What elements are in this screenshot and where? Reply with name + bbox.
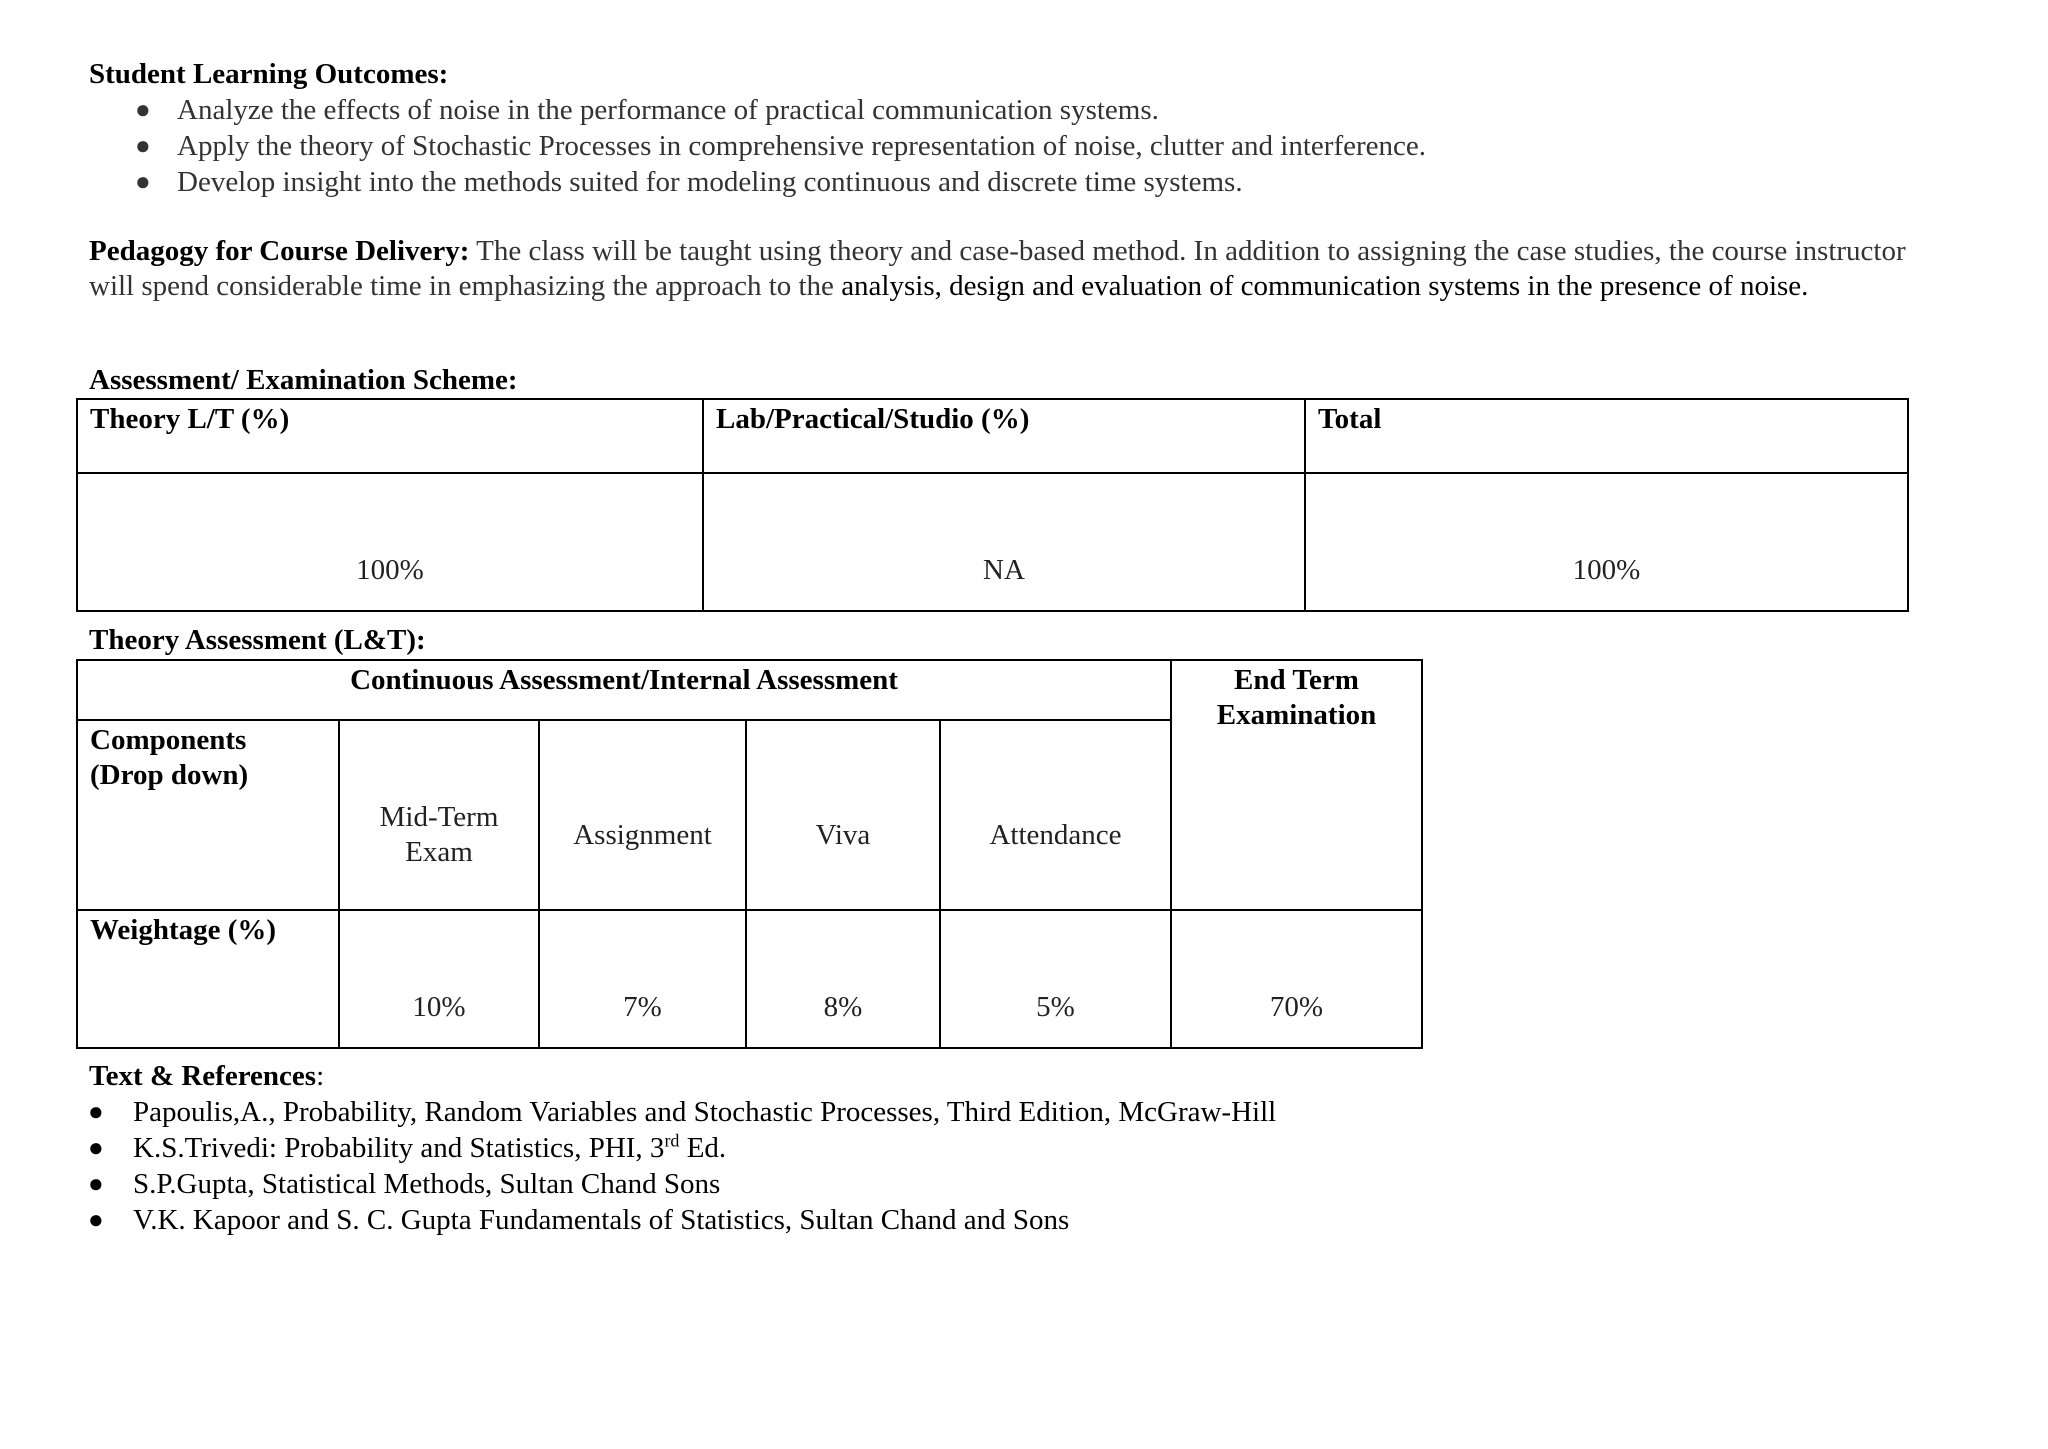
list-item: ● Develop insight into the methods suited for modeling continuous and discrete time systems. — [135, 166, 1243, 198]
bullet-icon: ● — [135, 95, 151, 124]
table-row — [77, 910, 1422, 1048]
weightage-label: Weightage (%) — [77, 910, 339, 1048]
assessment-header-theory: Theory L/T (%) — [77, 399, 703, 473]
component-attendance: Attendance — [940, 720, 1171, 910]
bullet-icon: ● — [88, 1133, 104, 1162]
assessment-header-lab: Lab/Practical/Studio (%) — [703, 399, 1305, 473]
weight-end-term: 70% — [1171, 910, 1422, 1048]
references-list — [88, 1094, 1277, 1238]
table-row — [77, 660, 1422, 720]
pedagogy-text-line2b: analysis, design and evaluation of communication systems in the presence of noise. — [841, 270, 1809, 302]
list-item: ● V.K. Kapoor and S. C. Gupta Fundamentals of Statistics, Sultan Chand and Sons — [88, 1204, 1070, 1236]
assessment-value-lab: NA — [703, 473, 1305, 611]
list-item: ● K.S.Trivedi: Probability and Statistics, PHI, 3rd Ed. — [88, 1130, 727, 1164]
list-item: ● S.P.Gupta, Statistical Methods, Sultan Chand Sons — [88, 1168, 721, 1200]
pedagogy-text-line2a: will spend considerable time in emphasizing the approach to the — [89, 270, 842, 302]
assessment-table — [76, 398, 1909, 612]
weight-assignment: 7% — [539, 910, 746, 1048]
list-item: ● Apply the theory of Stochastic Processes in comprehensive representation of noise, clutter and interference. — [135, 130, 1426, 162]
theory-assessment-table — [76, 659, 1423, 1049]
pedagogy-title: Pedagogy for Course Delivery: — [89, 235, 470, 267]
theory-assessment-title: Theory Assessment (L&T): — [89, 624, 426, 656]
bullet-icon: ● — [88, 1097, 104, 1126]
component-viva: Viva — [746, 720, 940, 910]
continuous-assessment-header: Continuous Assessment/Internal Assessment — [77, 660, 1171, 720]
component-mid-term: Mid-Term Exam — [339, 720, 539, 910]
assessment-title: Assessment/ Examination Scheme: — [89, 364, 518, 396]
assessment-value-total: 100% — [1305, 473, 1908, 611]
weight-viva: 8% — [746, 910, 940, 1048]
pedagogy-paragraph — [89, 233, 1969, 303]
list-item: ● Analyze the effects of noise in the performance of practical communication systems. — [135, 94, 1159, 126]
outcomes-list — [135, 92, 1426, 200]
references-title-line: Text & References: — [89, 1060, 325, 1092]
table-row — [77, 399, 1908, 473]
list-item: ● Papoulis,A., Probability, Random Variables and Stochastic Processes, Third Edition, McGraw-Hill — [88, 1096, 1277, 1128]
assessment-value-theory: 100% — [77, 473, 703, 611]
bullet-icon: ● — [135, 131, 151, 160]
bullet-icon: ● — [88, 1205, 104, 1234]
weight-attendance: 5% — [940, 910, 1171, 1048]
outcomes-title: Student Learning Outcomes: — [89, 58, 449, 90]
weight-mid-term: 10% — [339, 910, 539, 1048]
component-assignment: Assignment — [539, 720, 746, 910]
assessment-header-total: Total — [1305, 399, 1908, 473]
end-term-header: End Term Examination — [1171, 660, 1422, 910]
components-label: Components (Drop down) — [77, 720, 339, 910]
bullet-icon: ● — [135, 167, 151, 196]
references-title: Text & References — [89, 1060, 317, 1092]
bullet-icon: ● — [88, 1169, 104, 1198]
table-row — [77, 473, 1908, 611]
pedagogy-text-line1: The class will be taught using theory and case-based method. In addition to assigning the case studies, the course instructor — [469, 235, 1906, 267]
